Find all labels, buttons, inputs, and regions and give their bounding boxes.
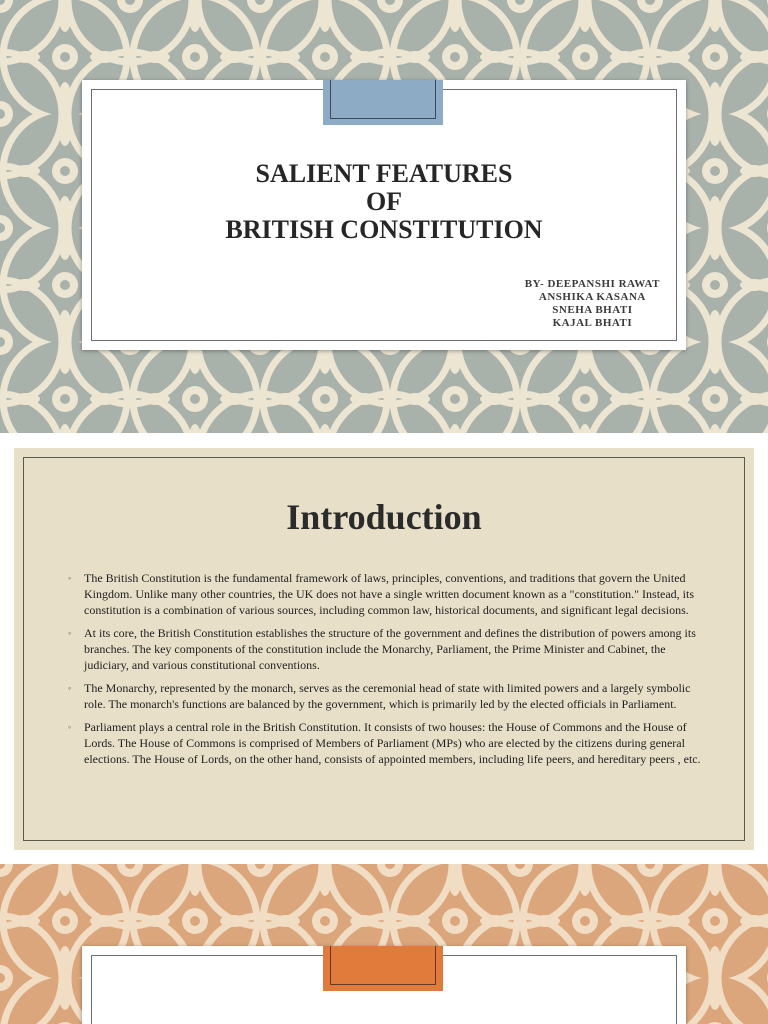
content-tab-inner-border bbox=[330, 946, 436, 985]
bullet-item-3 bbox=[68, 680, 708, 712]
bullet-icon: ◦ bbox=[68, 722, 72, 732]
author-3: SNEHA BHATI bbox=[552, 304, 633, 316]
title-card bbox=[82, 80, 686, 350]
bullet-item-4 bbox=[68, 719, 708, 767]
bullet-icon: ◦ bbox=[68, 573, 72, 583]
bullet-icon: ◦ bbox=[68, 628, 72, 638]
introduction-heading: Introduction bbox=[286, 497, 482, 537]
author-4: KAJAL BHATI bbox=[552, 317, 633, 329]
bullet-text-3: The Monarchy, represented by the monarch, serves as the ceremonial head of state with limited powers and a largely symbolic role. The monarch's functions are balanced by the government, which is primarily led by the elected officials in Parliament. bbox=[84, 681, 691, 711]
bullet-item-2 bbox=[68, 625, 708, 673]
author-list bbox=[525, 278, 660, 330]
next-slide-partial bbox=[0, 864, 768, 1024]
title-slide bbox=[0, 0, 768, 433]
content-card bbox=[82, 946, 686, 1024]
content-tab-accent bbox=[323, 946, 443, 991]
bullet-icon: ◦ bbox=[68, 683, 72, 693]
title-tab-accent bbox=[323, 80, 443, 125]
author-1: BY- DEEPANSHI RAWAT bbox=[524, 278, 660, 290]
title-tab-inner-border bbox=[330, 80, 436, 119]
bullet-item-1 bbox=[68, 570, 708, 618]
bullet-text-2: At its core, the British Constitution establishes the structure of the government and defines the distribution of powers among its branches. The key components of the constitution include the Monarchy, Parliament, the Prime Minister and Cabinet, the judiciary, and various constitutional conventions. bbox=[84, 626, 696, 672]
author-2: ANSHIKA KASANA bbox=[538, 291, 646, 303]
title-line-3: BRITISH CONSTITUTION bbox=[225, 215, 543, 244]
slide-title bbox=[82, 160, 686, 244]
title-line-1: SALIENT FEATURES bbox=[255, 159, 513, 188]
bullet-text-4: Parliament plays a central role in the British Constitution. It consists of two houses: the House of Commons and the House of Lords. The House of Commons is comprised of Members of Parliament (MPs) who are elected by the citizens during general elections. The House of Lords, on the other hand, consists of appointed members, including life peers, and hereditary peers , etc. bbox=[84, 720, 701, 766]
bullet-text-1: The British Constitution is the fundamental framework of laws, principles, conventions, and traditions that govern the United Kingdom. Unlike many other countries, the UK does not have a single written document known as a "constitution." Instead, its constitution is a combination of various sources, including common law, historical documents, and significant legal decisions. bbox=[84, 571, 695, 617]
introduction-bullet-list bbox=[68, 570, 708, 774]
introduction-slide bbox=[14, 448, 754, 850]
title-line-2: OF bbox=[365, 187, 403, 216]
